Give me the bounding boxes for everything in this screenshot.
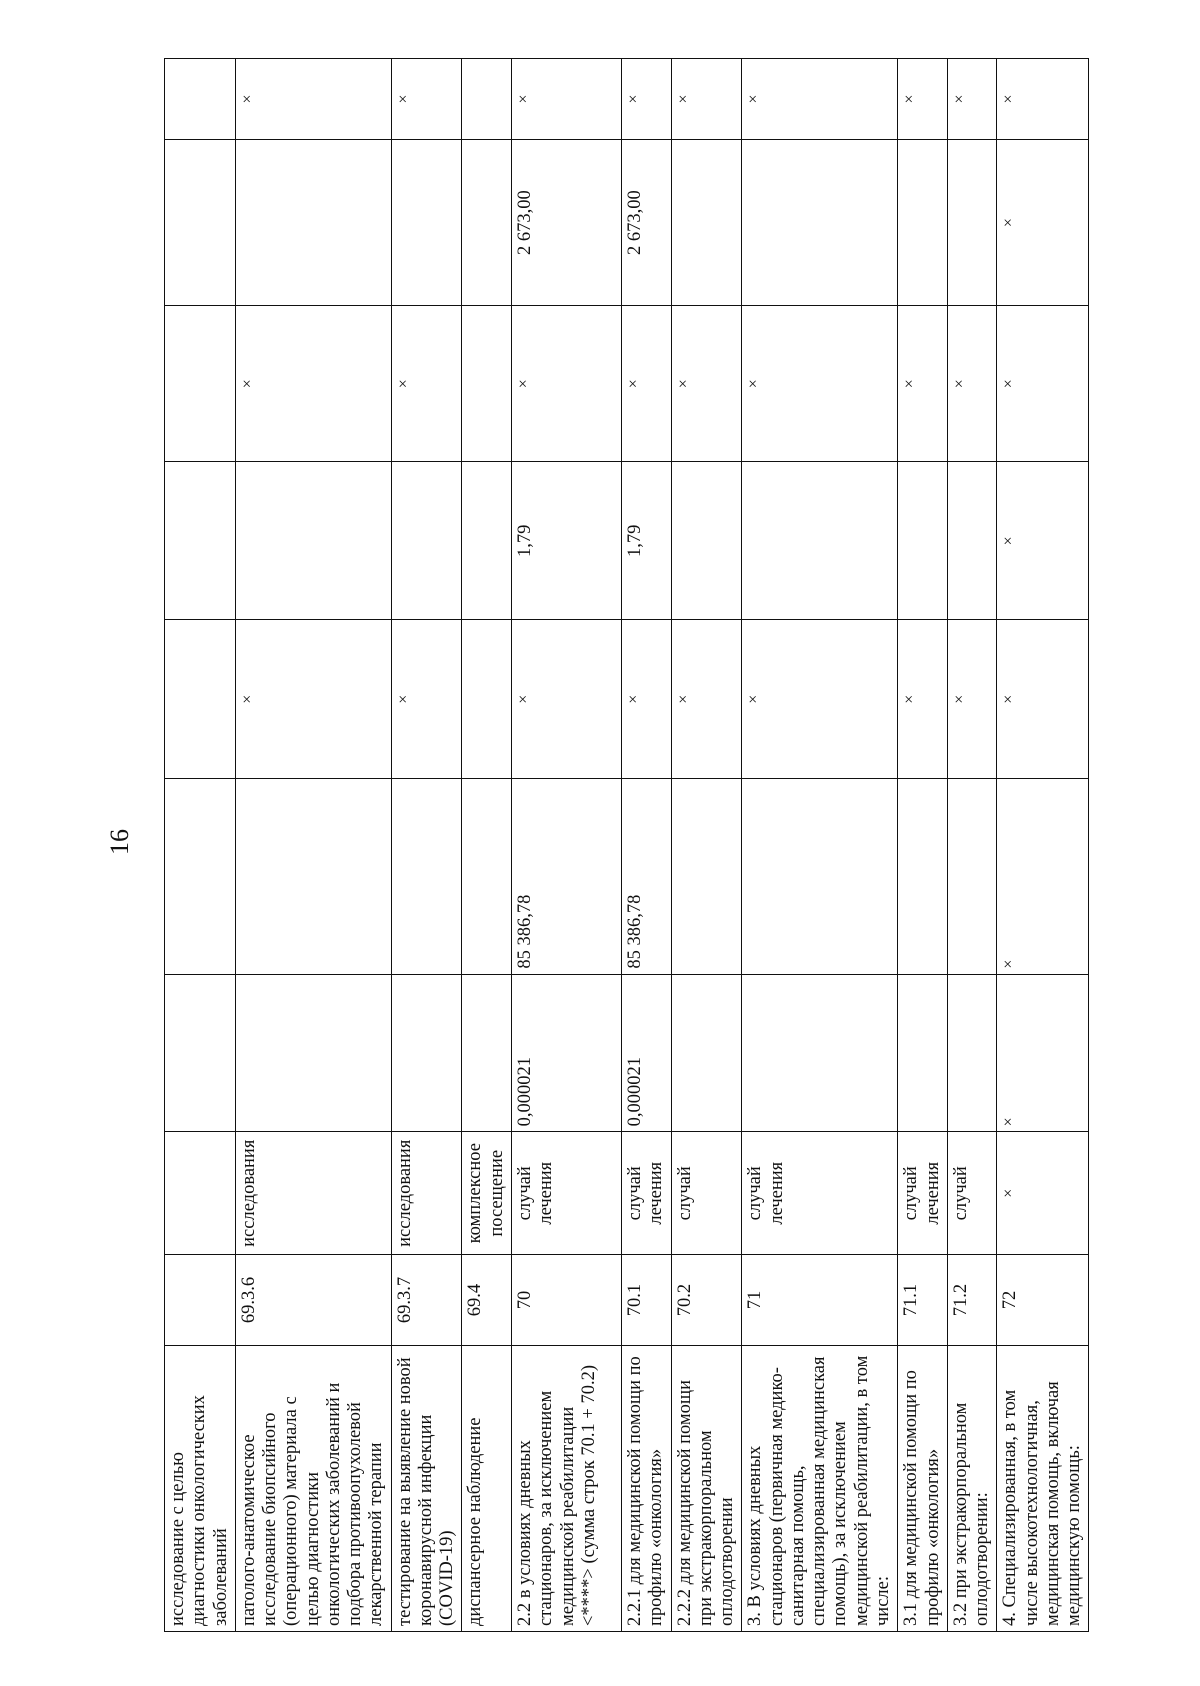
row-name-cell: диспансерное наблюдение bbox=[462, 1345, 512, 1631]
row-cost-cell: 85 386,78 bbox=[511, 779, 621, 974]
row-code-cell: 69.3.6 bbox=[235, 1255, 391, 1346]
row-col9-cell: × bbox=[997, 140, 1089, 306]
row-col6-cell: × bbox=[997, 620, 1089, 779]
row-name-cell: исследование с целью диагностики онкологических заболеваний bbox=[165, 1345, 236, 1631]
table-row bbox=[462, 59, 512, 1632]
row-cost-cell bbox=[742, 779, 898, 974]
row-col7-cell: 1,79 bbox=[511, 462, 621, 620]
row-unit-cell: комплексное посещение bbox=[462, 1132, 512, 1255]
row-name-cell: 2.2.2 для медицинской помощи при экстракорпоральном оплодотворении bbox=[671, 1345, 742, 1631]
row-col8-cell bbox=[165, 306, 236, 462]
row-col9-cell bbox=[165, 140, 236, 306]
row-col7-cell bbox=[235, 462, 391, 620]
row-col10-cell bbox=[165, 59, 236, 140]
table-row bbox=[391, 59, 462, 1632]
row-unit-cell bbox=[165, 1132, 236, 1255]
row-code-cell bbox=[165, 1255, 236, 1346]
row-name-cell: 3.2 при экстракорпоральном оплодотворении: bbox=[947, 1345, 997, 1631]
row-code-cell: 70.1 bbox=[621, 1255, 671, 1346]
table-row bbox=[671, 59, 742, 1632]
row-col9-cell bbox=[671, 140, 742, 306]
row-col7-cell: × bbox=[997, 462, 1089, 620]
row-col10-cell: × bbox=[742, 59, 898, 140]
row-name-cell: 3. В условиях дневных стационаров (первичная медико-санитарная помощь, специализированная медицинская помощь), за исключением медицинской реабилитации, в том числе: bbox=[742, 1345, 898, 1631]
table-row bbox=[742, 59, 898, 1632]
row-code-cell: 69.4 bbox=[462, 1255, 512, 1346]
row-col6-cell: × bbox=[742, 620, 898, 779]
row-col8-cell: × bbox=[621, 306, 671, 462]
row-col7-cell bbox=[462, 462, 512, 620]
row-unit-cell: случай лечения bbox=[511, 1132, 621, 1255]
row-norm-cell bbox=[898, 974, 948, 1132]
row-col10-cell: × bbox=[511, 59, 621, 140]
row-col6-cell: × bbox=[391, 620, 462, 779]
row-cost-cell bbox=[947, 779, 997, 974]
table-row bbox=[621, 59, 671, 1632]
row-col9-cell bbox=[947, 140, 997, 306]
row-name-cell: 2.2.1 для медицинской помощи по профилю «онкология» bbox=[621, 1345, 671, 1631]
row-norm-cell bbox=[165, 974, 236, 1132]
table-row bbox=[947, 59, 997, 1632]
row-unit-cell: случай лечения bbox=[621, 1132, 671, 1255]
row-col7-cell bbox=[742, 462, 898, 620]
row-col7-cell bbox=[671, 462, 742, 620]
row-col7-cell bbox=[391, 462, 462, 620]
row-col8-cell: × bbox=[898, 306, 948, 462]
table-row bbox=[997, 59, 1089, 1632]
row-col8-cell bbox=[462, 306, 512, 462]
row-col9-cell: 2 673,00 bbox=[621, 140, 671, 306]
row-norm-cell bbox=[462, 974, 512, 1132]
row-col8-cell: × bbox=[391, 306, 462, 462]
row-unit-cell: случай bbox=[947, 1132, 997, 1255]
row-cost-cell: × bbox=[997, 779, 1089, 974]
row-col6-cell bbox=[462, 620, 512, 779]
row-cost-cell bbox=[671, 779, 742, 974]
row-col10-cell: × bbox=[997, 59, 1089, 140]
row-col6-cell bbox=[165, 620, 236, 779]
row-col7-cell: 1,79 bbox=[621, 462, 671, 620]
row-col9-cell bbox=[462, 140, 512, 306]
table-row bbox=[165, 59, 236, 1632]
row-norm-cell bbox=[671, 974, 742, 1132]
row-unit-cell: исследования bbox=[235, 1132, 391, 1255]
row-unit-cell: × bbox=[997, 1132, 1089, 1255]
table-row bbox=[235, 59, 391, 1632]
row-norm-cell: 0,000021 bbox=[621, 974, 671, 1132]
row-col10-cell: × bbox=[235, 59, 391, 140]
row-col10-cell: × bbox=[621, 59, 671, 140]
row-code-cell: 69.3.7 bbox=[391, 1255, 462, 1346]
row-code-cell: 72 bbox=[997, 1255, 1089, 1346]
row-col10-cell: × bbox=[671, 59, 742, 140]
row-unit-cell: случай лечения bbox=[898, 1132, 948, 1255]
row-col8-cell: × bbox=[997, 306, 1089, 462]
row-col8-cell: × bbox=[671, 306, 742, 462]
row-unit-cell: случай лечения bbox=[742, 1132, 898, 1255]
row-name-cell: 3.1 для медицинской помощи по профилю «онкология» bbox=[898, 1345, 948, 1631]
row-code-cell: 70.2 bbox=[671, 1255, 742, 1346]
row-col9-cell bbox=[391, 140, 462, 306]
row-col10-cell: × bbox=[898, 59, 948, 140]
row-norm-cell bbox=[235, 974, 391, 1132]
row-col9-cell bbox=[235, 140, 391, 306]
row-name-cell: 4. Специализированная, в том числе высокотехнологичная, медицинская помощь, включая медицинскую помощь: bbox=[997, 1345, 1089, 1631]
row-col8-cell: × bbox=[742, 306, 898, 462]
row-code-cell: 71 bbox=[742, 1255, 898, 1346]
row-code-cell: 70 bbox=[511, 1255, 621, 1346]
row-cost-cell bbox=[462, 779, 512, 974]
row-norm-cell bbox=[391, 974, 462, 1132]
row-col8-cell: × bbox=[511, 306, 621, 462]
table-row bbox=[898, 59, 948, 1632]
row-name-cell: 2.2 в условиях дневных стационаров, за исключением медицинской реабилитации <****> (сумма строк 70.1 + 70.2) bbox=[511, 1345, 621, 1631]
row-col6-cell: × bbox=[511, 620, 621, 779]
row-col8-cell: × bbox=[235, 306, 391, 462]
row-col7-cell bbox=[165, 462, 236, 620]
row-cost-cell bbox=[165, 779, 236, 974]
row-col10-cell: × bbox=[947, 59, 997, 140]
row-col6-cell: × bbox=[671, 620, 742, 779]
row-col6-cell: × bbox=[898, 620, 948, 779]
row-cost-cell bbox=[391, 779, 462, 974]
row-norm-cell bbox=[742, 974, 898, 1132]
row-code-cell: 71.1 bbox=[898, 1255, 948, 1346]
page-number: 16 bbox=[105, 829, 134, 855]
row-cost-cell: 85 386,78 bbox=[621, 779, 671, 974]
row-col6-cell: × bbox=[947, 620, 997, 779]
row-col7-cell bbox=[898, 462, 948, 620]
row-cost-cell bbox=[898, 779, 948, 974]
row-col9-cell bbox=[742, 140, 898, 306]
row-name-cell: тестирование на выявление новой коронавирусной инфекции (COVID-19) bbox=[391, 1345, 462, 1631]
row-norm-cell: × bbox=[997, 974, 1089, 1132]
row-name-cell: патолого-анатомическое исследование биопсийного (операционного) материала с целью диагностики онкологических заболеваний и подбора противоопухолевой лекарственной терапии bbox=[235, 1345, 391, 1631]
table-row bbox=[511, 59, 621, 1632]
row-col6-cell: × bbox=[235, 620, 391, 779]
row-col7-cell bbox=[947, 462, 997, 620]
data-table bbox=[164, 58, 1089, 1632]
row-norm-cell bbox=[947, 974, 997, 1132]
row-norm-cell: 0,000021 bbox=[511, 974, 621, 1132]
row-unit-cell: исследования bbox=[391, 1132, 462, 1255]
row-col10-cell bbox=[462, 59, 512, 140]
row-col8-cell: × bbox=[947, 306, 997, 462]
row-col6-cell: × bbox=[621, 620, 671, 779]
row-cost-cell bbox=[235, 779, 391, 974]
row-col10-cell: × bbox=[391, 59, 462, 140]
row-code-cell: 71.2 bbox=[947, 1255, 997, 1346]
row-unit-cell: случай bbox=[671, 1132, 742, 1255]
row-col9-cell bbox=[898, 140, 948, 306]
table-frame bbox=[164, 58, 1084, 1632]
rotated-table-area bbox=[164, 58, 1084, 1632]
row-col9-cell: 2 673,00 bbox=[511, 140, 621, 306]
